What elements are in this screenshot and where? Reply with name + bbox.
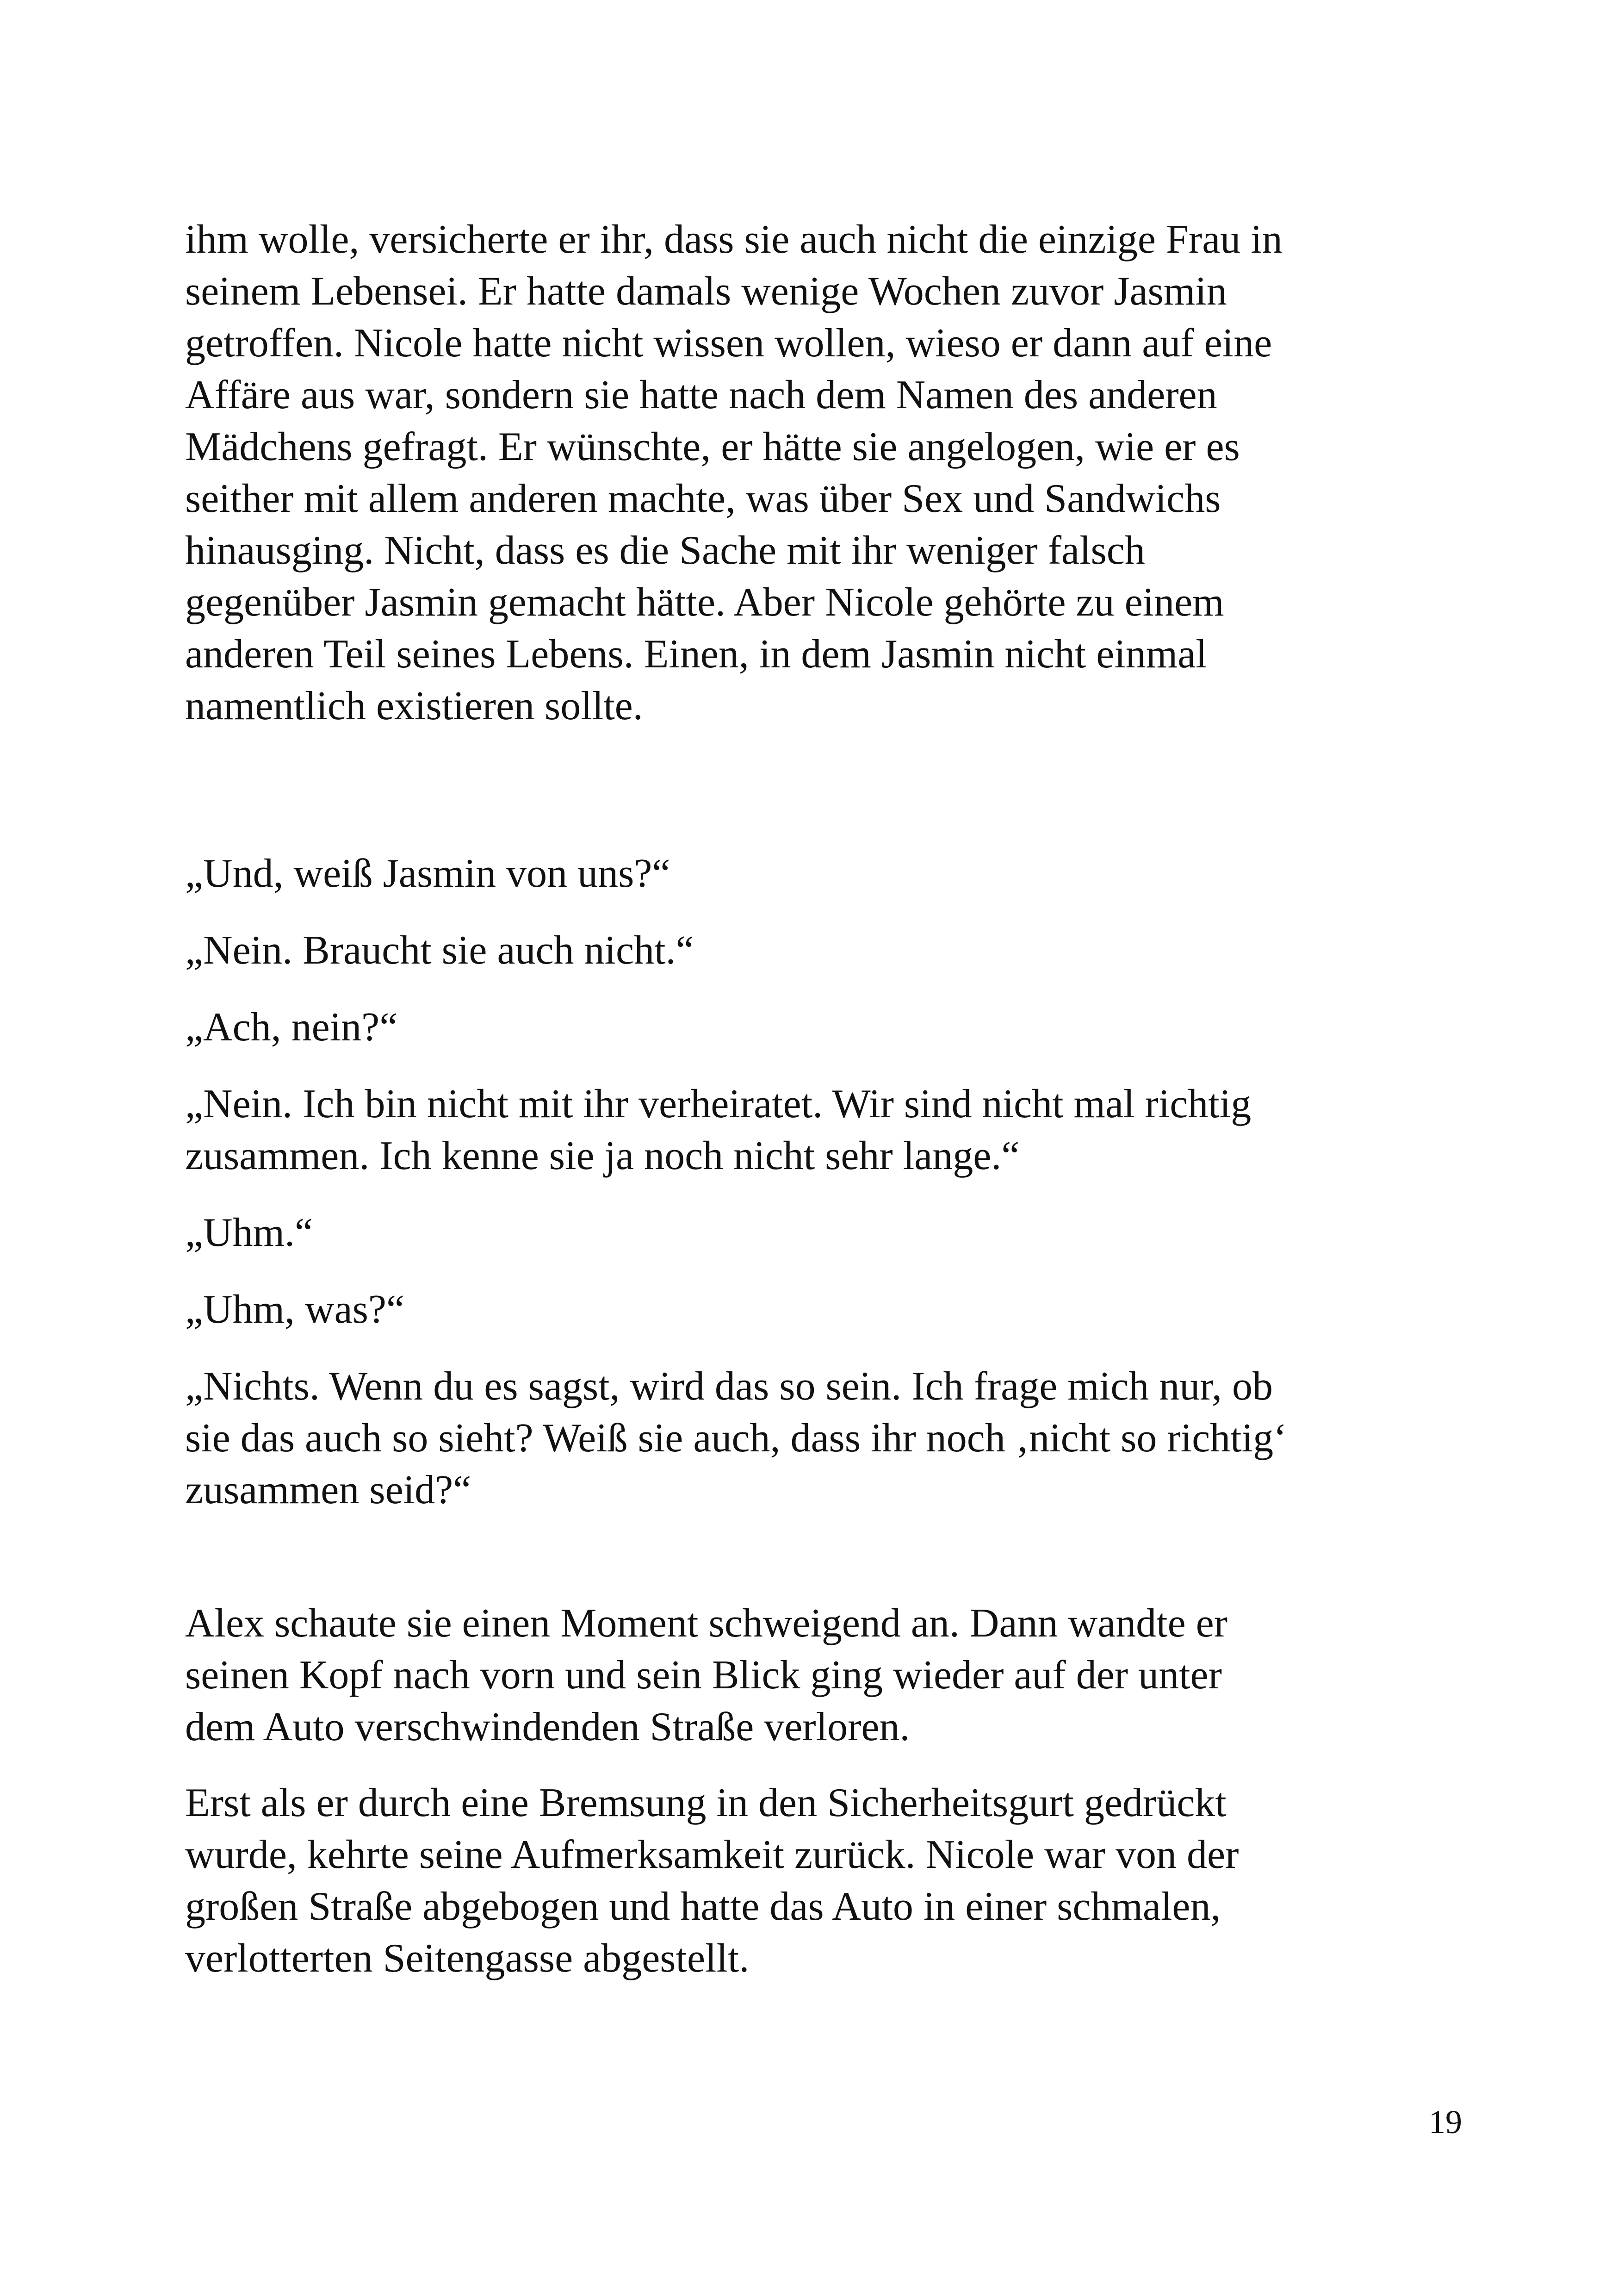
dialogue-line-3	[185, 1002, 1462, 1053]
paragraph-alex	[185, 1598, 1462, 1753]
text-line: „Nichts. Wenn du es sagst, wird das so sein. Ich frage mich nur, ob	[185, 1364, 1273, 1409]
text-line: namentlich existieren sollte.	[185, 684, 643, 728]
text-line: ihm wolle, versicherte er ihr, dass sie auch nicht die einzige Frau in	[185, 217, 1283, 262]
text-line: „Ach, nein?“	[185, 1005, 398, 1050]
text-line: hinausging. Nicht, dass es die Sache mit ihr weniger falsch	[185, 528, 1145, 573]
text-line: Affäre aus war, sondern sie hatte nach dem Namen des anderen	[185, 373, 1217, 417]
text-line: „Nein. Ich bin nicht mit ihr verheiratet. Wir sind nicht mal richtig	[185, 1082, 1252, 1126]
text-line: gegenüber Jasmin gemacht hätte. Aber Nicole gehörte zu einem	[185, 580, 1224, 625]
dialogue-line-1	[185, 848, 1462, 900]
text-line: „Uhm.“	[185, 1210, 313, 1255]
text-line: dem Auto verschwindenden Straße verloren.	[185, 1705, 910, 1749]
text-line: Mädchens gefragt. Er wünschte, er hätte sie angelogen, wie er es	[185, 424, 1240, 469]
text-line: zusammen seid?“	[185, 1468, 471, 1512]
text-line: „Nein. Braucht sie auch nicht.“	[185, 928, 694, 973]
page-number: 19	[1429, 2103, 1462, 2140]
text-line: seither mit allem anderen machte, was über Sex und Sandwichs	[185, 476, 1221, 521]
text-line: anderen Teil seines Lebens. Einen, in dem Jasmin nicht einmal	[185, 632, 1207, 677]
text-line: zusammen. Ich kenne sie ja noch nicht sehr lange.“	[185, 1133, 1020, 1178]
text-line: sie das auch so sieht? Weiß sie auch, dass ihr noch ‚nicht so richtig‘	[185, 1416, 1287, 1461]
text-line: großen Straße abgebogen und hatte das Auto in einer schmalen,	[185, 1884, 1221, 1929]
dialogue-line-7	[185, 1361, 1462, 1516]
text-line: seinem Lebensei. Er hatte damals wenige Wochen zuvor Jasmin	[185, 269, 1227, 314]
dialogue-line-6	[185, 1284, 1462, 1336]
text-line: seinen Kopf nach vorn und sein Blick ging wieder auf der unter	[185, 1653, 1222, 1698]
paragraph-bremsung	[185, 1777, 1462, 1985]
paragraph-intro	[185, 214, 1462, 732]
text-line: verlotterten Seitengasse abgestellt.	[185, 1936, 750, 1981]
dialogue-line-5	[185, 1207, 1462, 1259]
text-line: Erst als er durch eine Bremsung in den Sicherheitsgurt gedrückt	[185, 1780, 1227, 1825]
text-line: „Uhm, was?“	[185, 1287, 405, 1332]
text-line: Alex schaute sie einen Moment schweigend an. Dann wandte er	[185, 1601, 1228, 1646]
dialogue-line-2	[185, 925, 1462, 977]
text-line: getroffen. Nicole hatte nicht wissen wollen, wieso er dann auf eine	[185, 321, 1272, 366]
text-line: wurde, kehrte seine Aufmerksamkeit zurück. Nicole war von der	[185, 1832, 1239, 1877]
text-line: „Und, weiß Jasmin von uns?“	[185, 851, 670, 896]
dialogue-line-4	[185, 1078, 1462, 1182]
